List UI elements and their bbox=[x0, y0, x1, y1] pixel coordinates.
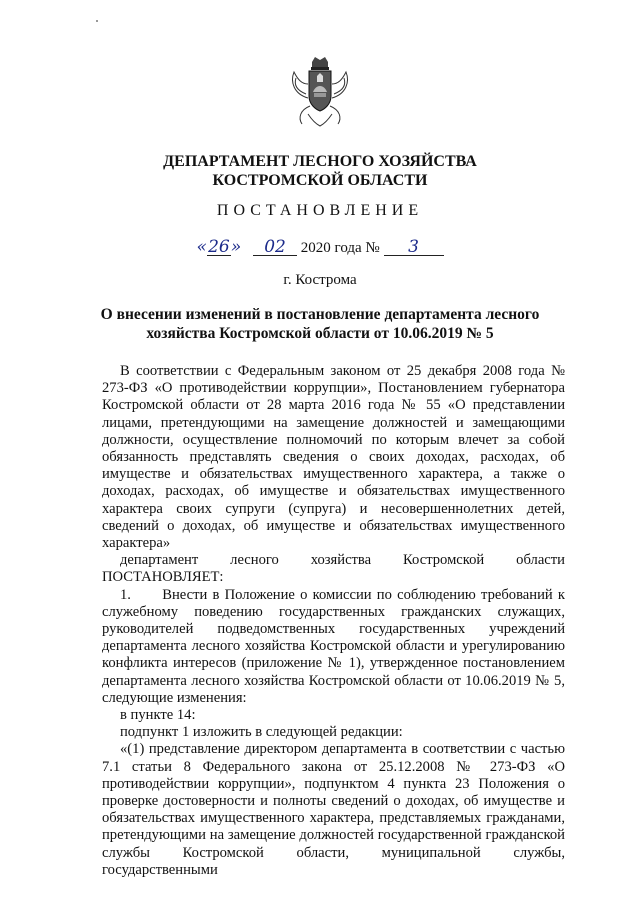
document-number-handwritten: 3 bbox=[384, 239, 444, 256]
date-year-text: 2020 года № bbox=[300, 240, 380, 256]
date-month-handwritten: 02 bbox=[253, 239, 297, 256]
item-1-paragraph: 1. Внести в Положение о комиссии по соблюдению требований к служебному поведению государственных гражданских служащих, руководителей подведомственных государственных учреждений департамента лесного хозяйства Костромской области и урегулированию конфликта интересов (приложение № 1), утвержденное постановлением департамента лесного хозяйства Костромской области от 10.06.2019 № 5, следующие изменения: bbox=[102, 586, 565, 706]
document-type: ПОСТАНОВЛЕНИЕ bbox=[216, 202, 424, 219]
decree-line bbox=[102, 552, 565, 569]
decree-word: Костромской bbox=[403, 552, 485, 569]
date-open-quote: « bbox=[196, 237, 207, 257]
decree-word: хозяйства bbox=[310, 552, 372, 569]
subject-line-2: хозяйства Костромской области от 10.06.2019 № 5 bbox=[146, 325, 494, 342]
decree-word: области bbox=[516, 552, 565, 569]
document-body bbox=[102, 363, 565, 879]
department-name-line-1: ДЕПАРТАМЕНТ ЛЕСНОГО ХОЗЯЙСТВА bbox=[163, 153, 477, 170]
decree-word: лесного bbox=[230, 552, 279, 569]
quoted-subpoint-text: «(1) представление директором департамента в соответствии с частью 7.1 статьи 8 Федерального закона от 25.12.2008 № 273-ФЗ «О противодействии коррупции», подпунктом 4 пункта 23 Положения о проверке достоверности и полноты сведений о доходах, об имуществе и обязательствах имущественного характера, представляемых гражданами, претендующими на замещение должностей государственной гражданской службы Костромской области, муниципальной службы, государственными bbox=[102, 741, 565, 878]
coat-of-arms-emblem bbox=[286, 54, 354, 128]
document-subject bbox=[0, 305, 640, 343]
point-14-line: в пункте 14: bbox=[120, 707, 196, 724]
decree-word: департамент bbox=[120, 552, 199, 569]
date-day-handwritten: 26 bbox=[208, 237, 230, 257]
date-line bbox=[0, 237, 640, 257]
preamble-paragraph: В соответствии с Федеральным законом от 25 декабря 2008 года № 273-ФЗ «О противодействии коррупции», Постановлением губернатора Костромской области от 28 марта 2016 года № 55 «О представлении лицами, претендующими на замещение должностей и замещающими должности, осуществление полномочий по которым влечет за собой обязанность представлять сведения о своих доходах, расходах, об имуществе и обязательствах имущественного характера, а также о доходах, расходах, об имуществе и обязательствах имущественного характера своих супруги (супруга) и несовершеннолетних детей, сведений о доходах, об имуществе и обязательствах имущественного характера» bbox=[102, 363, 565, 552]
decree-verb: ПОСТАНОВЛЯЕТ: bbox=[102, 569, 224, 586]
date-close-quote: » bbox=[230, 237, 242, 257]
department-name-line-2: КОСТРОМСКОЙ ОБЛАСТИ bbox=[212, 172, 428, 189]
subpoint-line: подпункт 1 изложить в следующей редакции: bbox=[120, 724, 403, 741]
scan-speck bbox=[96, 20, 98, 22]
city: г. Кострома bbox=[283, 272, 357, 288]
subject-line-1: О внесении изменений в постановление департамента лесного bbox=[100, 306, 540, 323]
